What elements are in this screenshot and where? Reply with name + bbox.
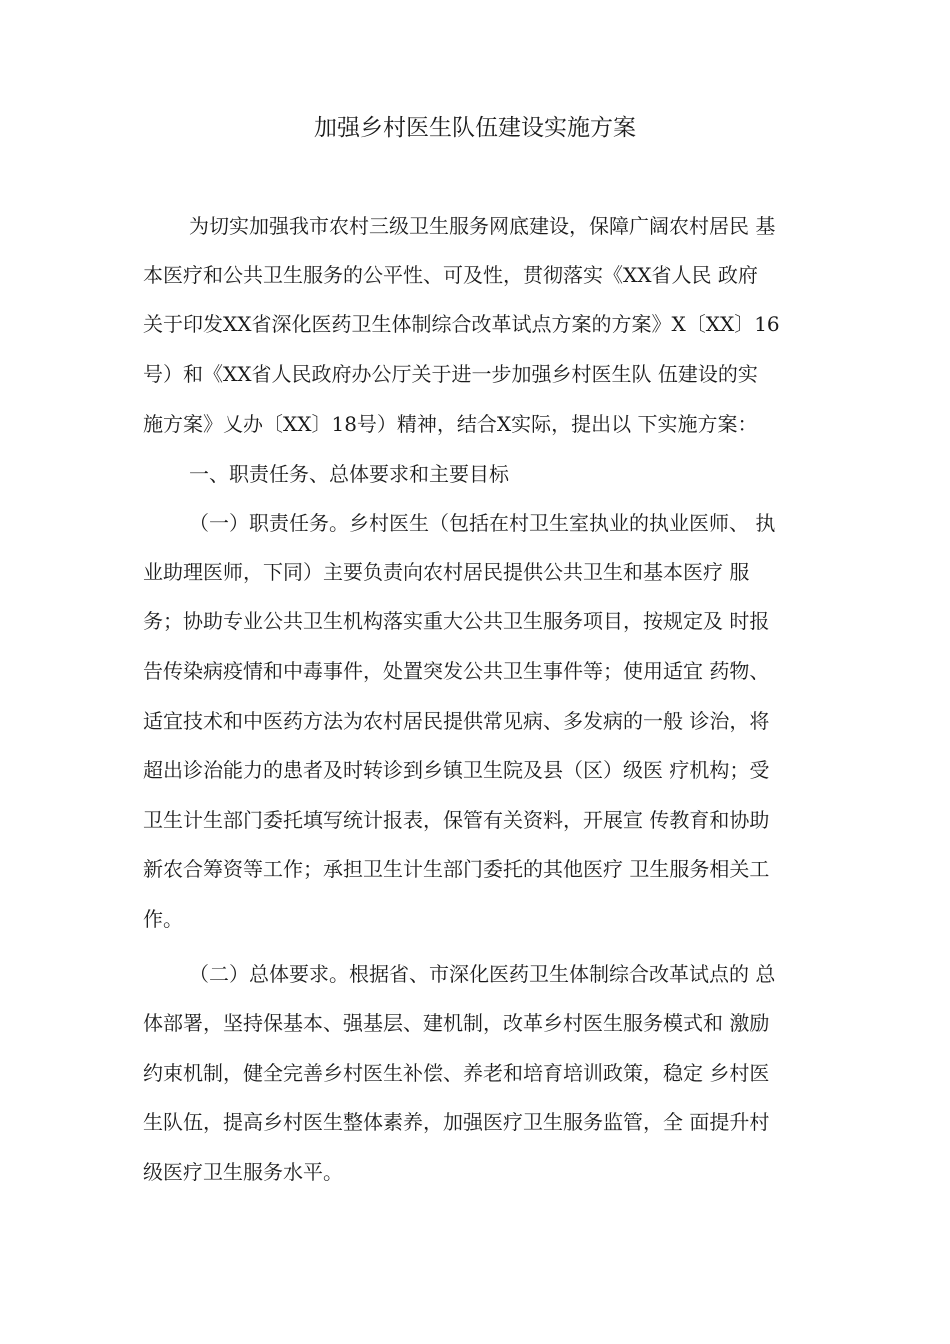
paragraph-line: 新农合筹资等工作；承担卫生计生部门委托的其他医疗 卫生服务相关工 <box>143 857 770 881</box>
paragraph-line: 超出诊治能力的患者及时转诊到乡镇卫生院及县（区）级医 疗机构；受 <box>143 758 770 782</box>
paragraph-line: （一）职责任务。乡村医生（包括在村卫生室执业的执业医师、 执 <box>189 511 776 535</box>
paragraph-line: 卫生计生部门委托填写统计报表，保管有关资料，开展宣 传教育和协助 <box>143 808 770 832</box>
paragraph-line: 关于印发XX省深化医药卫生体制综合改革试点方案的方案》X〔XX〕16 <box>143 312 780 336</box>
paragraph-line: 号）和《XX省人民政府办公厅关于进一步加强乡村医生队 伍建设的实 <box>143 362 758 386</box>
paragraph-line: 适宜技术和中医药方法为农村居民提供常见病、多发病的一般 诊治，将 <box>143 709 770 733</box>
paragraph-line: 作。 <box>143 907 183 931</box>
paragraph-line: 业助理医师，下同）主要负责向农村居民提供公共卫生和基本医疗 服 <box>143 560 750 584</box>
paragraph-line: 为切实加强我市农村三级卫生服务网底建设，保障广阔农村居民 基 <box>189 214 776 238</box>
paragraph-line: 务；协助专业公共卫生机构落实重大公共卫生服务项目，按规定及 时报 <box>143 609 770 633</box>
paragraph-line: 施方案》乂办〔XX〕18号）精神，结合X实际，提出以 下实施方案： <box>143 412 758 436</box>
document-title: 加强乡村医生队伍建设实施方案 <box>314 115 636 141</box>
paragraph-line: 级医疗卫生服务水平。 <box>143 1160 343 1184</box>
paragraph-line: 约束机制，健全完善乡村医生补偿、养老和培育培训政策，稳定 乡村医 <box>143 1061 770 1085</box>
paragraph-line: 本医疗和公共卫生服务的公平性、可及性，贯彻落实《XX省人民 政府 <box>143 263 758 287</box>
section-heading: 一、职责任务、总体要求和主要目标 <box>189 462 509 486</box>
paragraph-line: 体部署，坚持保基本、强基层、建机制，改革乡村医生服务模式和 激励 <box>143 1011 770 1035</box>
paragraph-line: 告传染病疫情和中毒事件，处置突发公共卫生事件等；使用适宜 药物、 <box>143 659 770 683</box>
paragraph-line: （二）总体要求。根据省、市深化医药卫生体制综合改革试点的 总 <box>189 962 776 986</box>
paragraph-line: 生队伍，提高乡村医生整体素养，加强医疗卫生服务监管，全 面提升村 <box>143 1110 770 1134</box>
